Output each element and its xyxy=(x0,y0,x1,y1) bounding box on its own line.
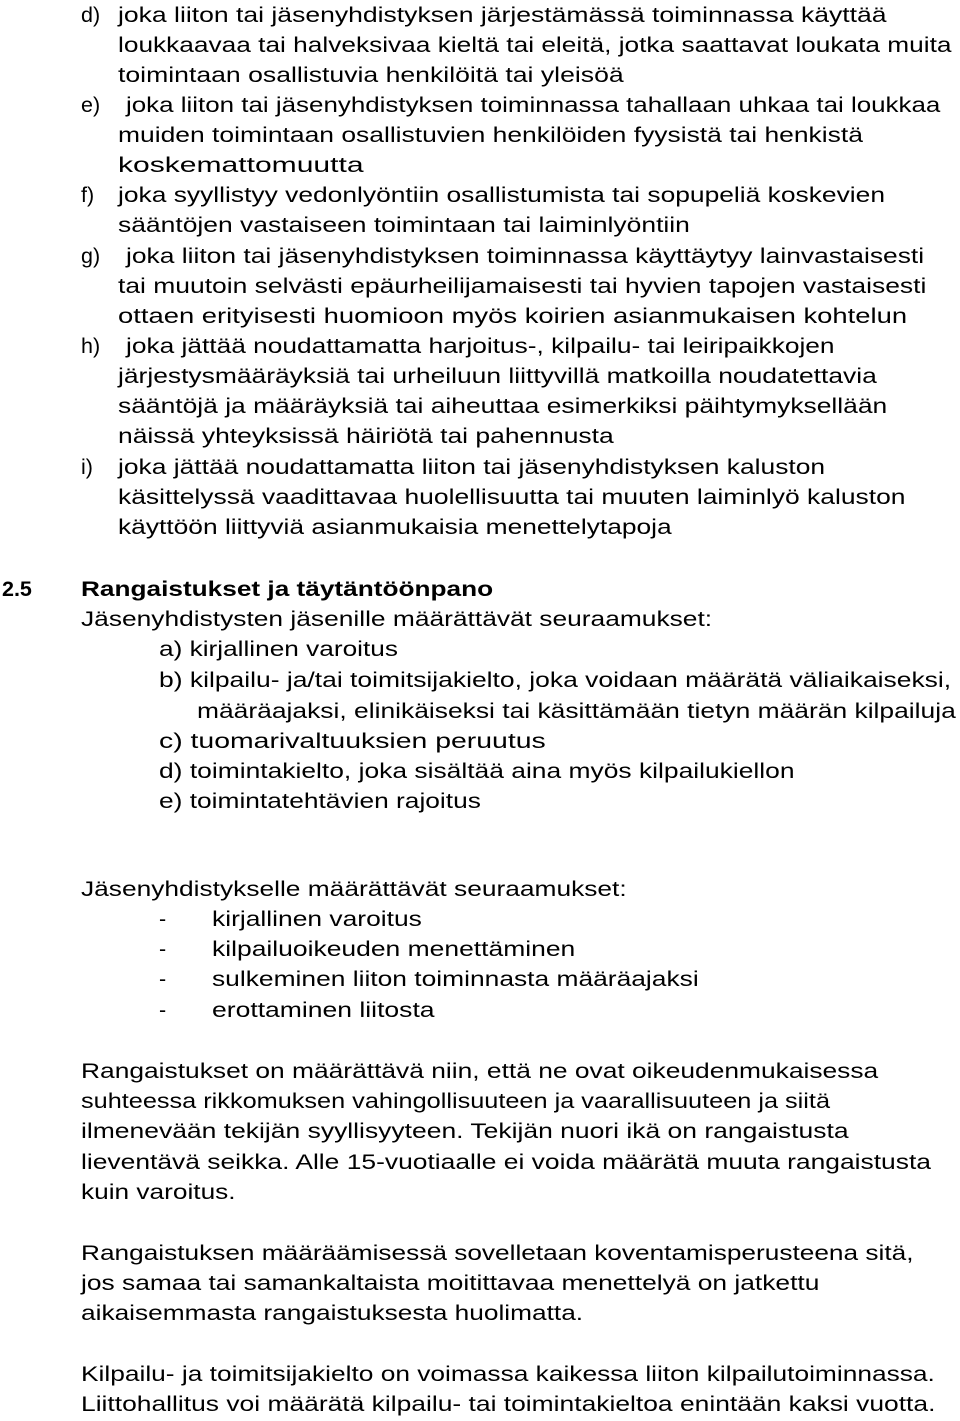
list-item-g-line: ottaen erityisesti huomioon myös koirien asianmukaisen kohtelun xyxy=(118,304,908,328)
list-item-i-line: käyttöön liittyviä asianmukaisia menettelytapoja xyxy=(118,515,672,539)
list-item-d-line: joka liiton tai jäsenyhdistyksen järjestämässä toiminnassa käyttää xyxy=(118,3,887,27)
paragraph-1-line: ilmenevään tekijän syyllisyyteen. Tekijän nuori ikä on rangaistusta xyxy=(81,1119,849,1143)
paragraph-2-line: jos samaa tai samankaltaista moitittavaa menettelyä on jatkettu xyxy=(81,1271,820,1295)
list-item-h-line: sääntöjä ja määräyksiä tai aiheuttaa esimerkiksi päihtymyksellään xyxy=(118,394,888,418)
list-item-e-line: joka liiton tai jäsenyhdistyksen toiminnassa tahallaan uhkaa tai loukkaa xyxy=(126,93,941,117)
paragraph-2-line: Rangaistuksen määräämisessä sovelletaan koventamisperusteena sitä, xyxy=(81,1241,914,1265)
list-item-d-line: toimintaan osallistuvia henkilöitä tai yleisöä xyxy=(118,63,624,87)
members-item-a: a) kirjallinen varoitus xyxy=(159,637,398,661)
assoc-dash: - xyxy=(159,967,167,991)
list-item-i-line: käsittelyssä vaadittavaa huolellisuutta tai muuten laiminlyö kaluston xyxy=(118,485,906,509)
list-item-f-line: sääntöjen vastaiseen toimintaan tai laiminlyöntiin xyxy=(118,213,690,237)
assoc-intro: Jäsenyhdistykselle määrättävät seuraamukset: xyxy=(81,877,627,901)
list-item-i-line: joka jättää noudattamatta liiton tai jäsenyhdistyksen kaluston xyxy=(118,455,826,479)
assoc-item: sulkeminen liiton toiminnasta määräajaksi xyxy=(212,967,699,991)
list-marker-g: g) xyxy=(81,244,101,268)
list-item-h-line: järjestysmääräyksiä tai urheiluun liittyvillä matkoilla noudatettavia xyxy=(118,364,877,388)
list-item-d-line: loukkaavaa tai halveksivaa kieltä tai eleitä, jotka saattavat loukata muita xyxy=(118,33,952,57)
assoc-dash: - xyxy=(159,998,167,1022)
list-item-g-line: tai muutoin selvästi epäurheilijamaisesti tai hyvien tapojen vastaisesti xyxy=(118,274,927,298)
assoc-item: erottaminen liitosta xyxy=(212,998,435,1022)
paragraph-1-line: Rangaistukset on määrättävä niin, että ne ovat oikeudenmukaisessa xyxy=(81,1059,879,1083)
paragraph-2-line: aikaisemmasta rangaistuksesta huolimatta. xyxy=(81,1301,584,1325)
paragraph-1-line: kuin varoitus. xyxy=(81,1180,236,1204)
list-item-h-line: joka jättää noudattamatta harjoitus-, kilpailu- tai leiripaikkojen xyxy=(126,334,835,358)
paragraph-3-line: Liittohallitus voi määrätä kilpailu- tai toimintakieltoa enintään kaksi vuotta. xyxy=(81,1392,936,1416)
assoc-item: kilpailuoikeuden menettäminen xyxy=(212,937,576,961)
members-item-b-continuation: määräajaksi, elinikäiseksi tai käsittämään tietyn määrän kilpailuja xyxy=(197,699,956,723)
assoc-dash: - xyxy=(159,937,167,961)
paragraph-1-line: lieventävä seikka. Alle 15-vuotiaalle ei voida määrätä muuta rangaistusta xyxy=(81,1150,931,1174)
members-item-c: c) tuomarivaltuuksien peruutus xyxy=(159,729,546,753)
paragraph-1-line: suhteessa rikkomuksen vahingollisuuteen ja vaarallisuuteen ja siitä xyxy=(81,1089,831,1113)
list-marker-e: e) xyxy=(81,93,101,117)
assoc-dash: - xyxy=(159,907,167,931)
members-item-b: b) kilpailu- ja/tai toimitsijakielto, joka voidaan määrätä väliaikaiseksi, xyxy=(159,668,952,692)
section-number: 2.5 xyxy=(2,577,32,601)
list-item-f-line: joka syyllistyy vedonlyöntiin osallistumista tai sopupeliä koskevien xyxy=(118,183,885,207)
section-title: Rangaistukset ja täytäntöönpano xyxy=(81,577,494,601)
assoc-item: kirjallinen varoitus xyxy=(212,907,422,931)
list-item-h-line: näissä yhteyksissä häiriötä tai pahennusta xyxy=(118,424,614,448)
members-item-d: d) toimintakielto, joka sisältää aina myös kilpailukiellon xyxy=(159,759,795,783)
list-item-g-line: joka liiton tai jäsenyhdistyksen toiminnassa käyttäytyy lainvastaisesti xyxy=(126,244,925,268)
list-item-e-line: muiden toimintaan osallistuvien henkilöiden fyysistä tai henkistä xyxy=(118,123,863,147)
list-marker-d: d) xyxy=(81,3,101,27)
members-intro: Jäsenyhdistysten jäsenille määrättävät seuraamukset: xyxy=(81,607,713,631)
list-item-e-line: koskemattomuutta xyxy=(118,153,364,177)
paragraph-3-line: Kilpailu- ja toimitsijakielto on voimassa kaikessa liiton kilpailutoiminnassa. xyxy=(81,1362,935,1386)
list-marker-h: h) xyxy=(81,334,101,358)
members-item-e: e) toimintatehtävien rajoitus xyxy=(159,789,481,813)
list-marker-f: f) xyxy=(81,183,95,207)
list-marker-i: i) xyxy=(81,455,93,479)
